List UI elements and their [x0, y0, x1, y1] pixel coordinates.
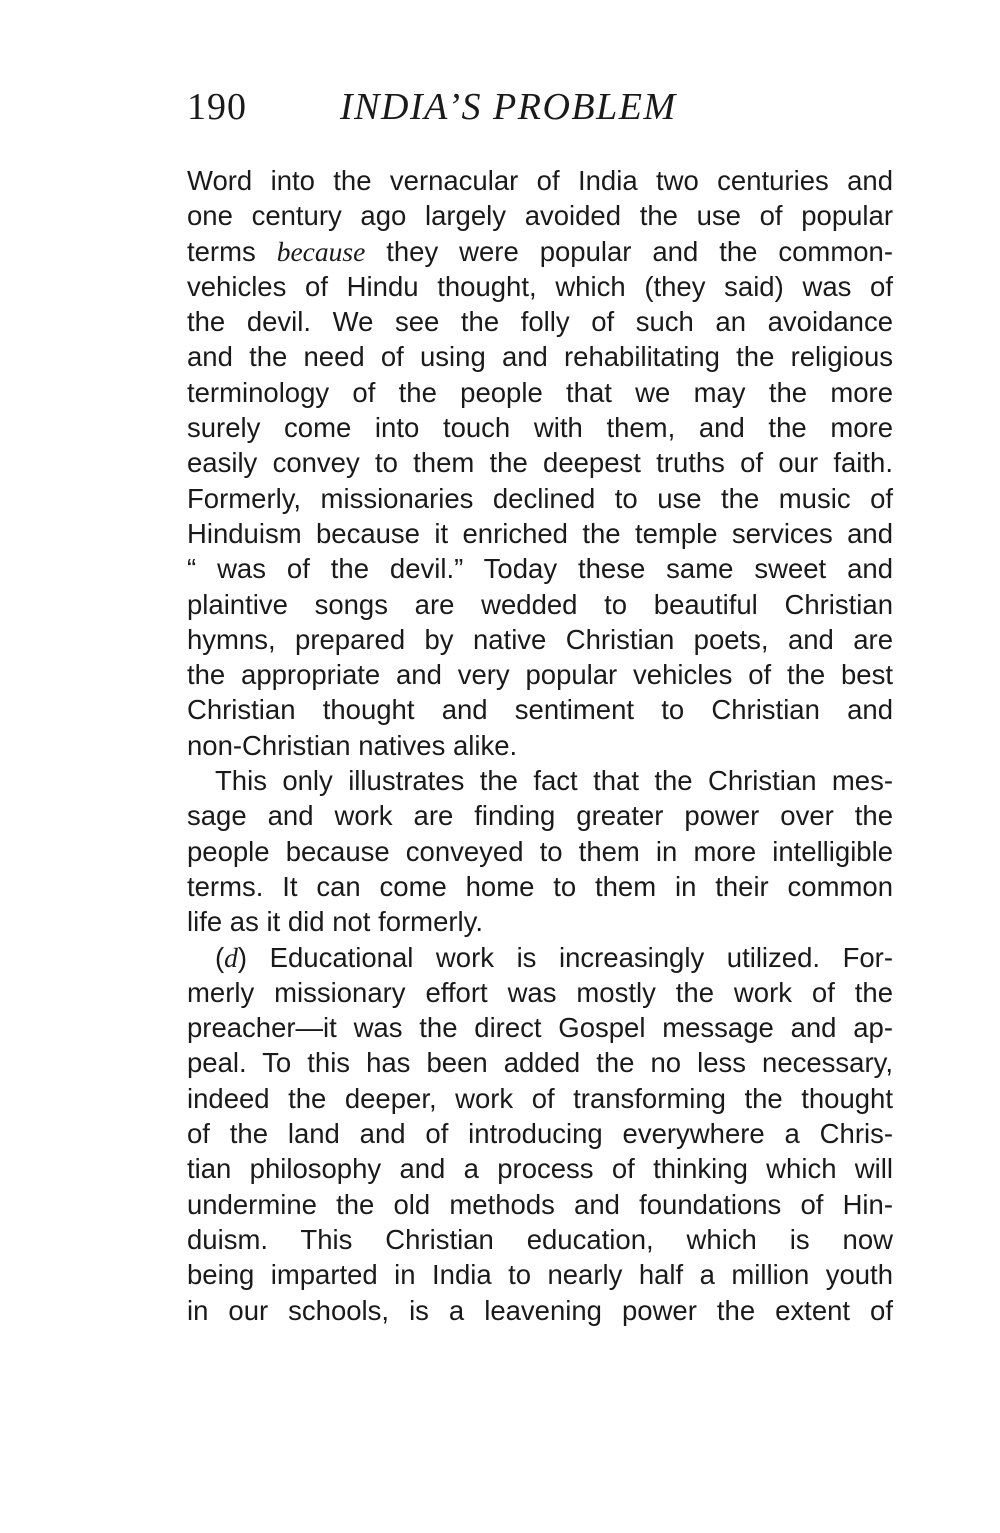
- text-line: being imparted in India to nearly half a million youth: [187, 1259, 893, 1291]
- running-title: INDIA’S PROBLEM: [340, 86, 677, 128]
- text-line: sage and work are finding greater power over the: [187, 800, 893, 832]
- text-line: and the need of using and rehabilitating the religious: [187, 341, 893, 373]
- text-line: the devil. We see the folly of such an avoidance: [187, 306, 893, 338]
- paragraph-3: [187, 940, 893, 1328]
- text-line: (d) Educational work is increasingly utilized. For-: [215, 941, 893, 973]
- text-line: terminology of the people that we may the more: [187, 376, 893, 408]
- paragraph-2: [187, 763, 893, 939]
- text-line: terms because they were popular and the common-: [187, 235, 893, 267]
- text-line: hymns, prepared by native Christian poets, and are: [187, 623, 893, 655]
- text-line: “ was of the devil.” Today these same sweet and: [187, 553, 893, 585]
- text-line: peal. To this has been added the no less necessary,: [187, 1047, 893, 1079]
- text-line: people because conveyed to them in more intelligible: [187, 835, 893, 867]
- text-line: life as it did not formerly.: [187, 906, 483, 938]
- body-text: [187, 163, 893, 1328]
- page-header: [187, 82, 907, 132]
- text-line: merly missionary effort was mostly the work of the: [187, 976, 893, 1008]
- text-line: non-Christian natives alike.: [187, 729, 518, 761]
- text-line: vehicles of Hindu thought, which (they said) was of: [187, 270, 893, 302]
- italic-word: because: [276, 235, 366, 267]
- text-line: Hinduism because it enriched the temple services and: [187, 517, 893, 549]
- text-line: Formerly, missionaries declined to use the music of: [187, 482, 893, 514]
- text-line: one century ago largely avoided the use of popular: [187, 200, 893, 232]
- text-line: Christian thought and sentiment to Christian and: [187, 694, 893, 726]
- text-line: Word into the vernacular of India two centuries and: [187, 165, 893, 196]
- text-line: terms. It can come home to them in their common: [187, 870, 893, 902]
- text-line: plaintive songs are wedded to beautiful Christian: [187, 588, 893, 620]
- paragraph-1: [187, 163, 893, 763]
- text-line: This only illustrates the fact that the Christian mes-: [215, 765, 893, 797]
- text-line: easily convey to them the deepest truths of our faith.: [187, 447, 893, 479]
- text-line: of the land and of introducing everywhere a Chris-: [187, 1118, 893, 1150]
- text-line: duism. This Christian education, which is now: [187, 1223, 893, 1255]
- text-line: tian philosophy and a process of thinking which will: [187, 1153, 893, 1185]
- text-line: indeed the deeper, work of transforming the thought: [187, 1082, 893, 1114]
- text-line: surely come into touch with them, and the more: [187, 412, 893, 444]
- text-line: preacher—it was the direct Gospel message and ap-: [187, 1012, 893, 1044]
- italic-letter: d: [224, 941, 238, 973]
- text-line: undermine the old methods and foundations of Hin-: [187, 1188, 893, 1220]
- text-line: the appropriate and very popular vehicles of the best: [187, 659, 893, 691]
- text-line: in our schools, is a leavening power the extent of: [187, 1294, 893, 1326]
- page-number: 190: [187, 86, 247, 128]
